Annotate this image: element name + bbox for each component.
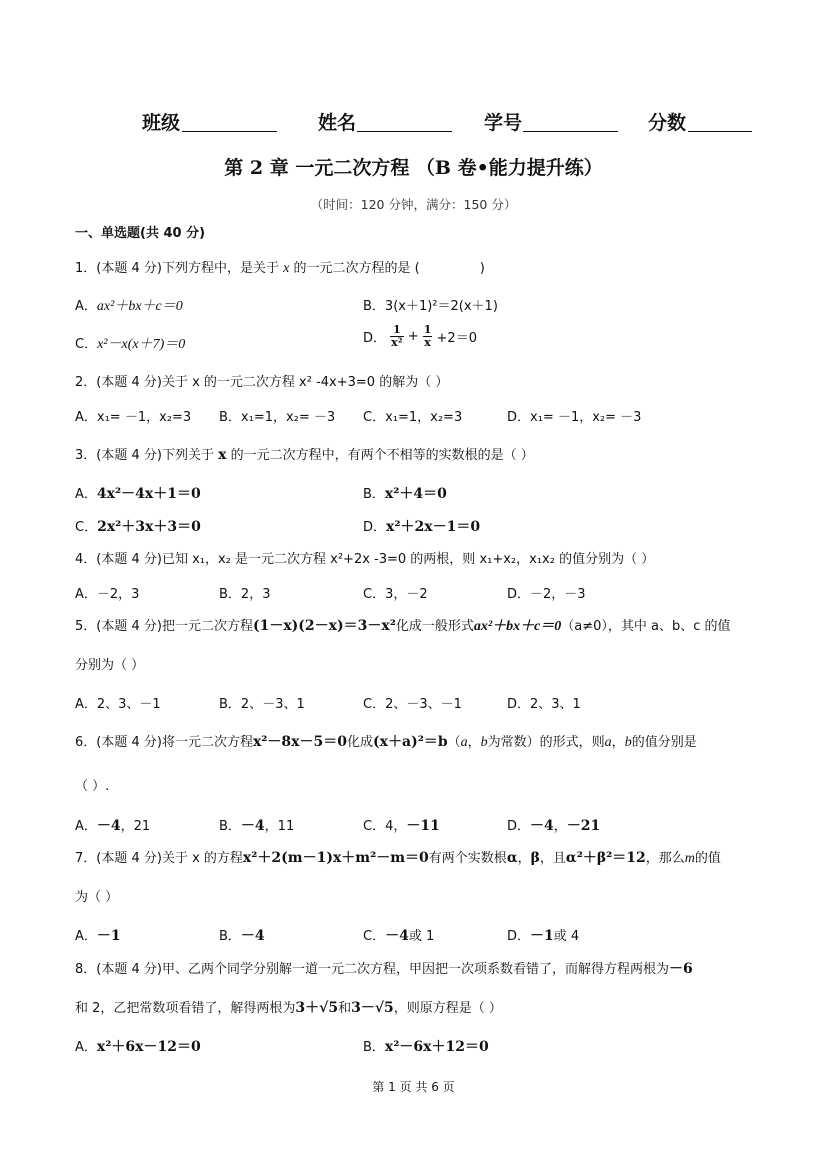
q6-var-b: b [480,735,488,750]
q3-d-label: D． [363,520,387,535]
q7-stem-text-d: ，那么 [645,851,685,866]
q6-var-a-2: a [604,735,612,750]
q7-d-tail: 或 4 [553,929,580,944]
q4-option-c[interactable]: C．3，－2 [363,587,428,602]
q3-a-label: A． [75,487,97,502]
section-heading: 一、单选题(共 40 分) [75,226,206,241]
question-5-stem [75,615,731,635]
q6-eq1: x²－8x－5＝0 [252,734,348,750]
q5-stem-text: 5．(本题 4 分)把一元二次方程 [75,619,253,634]
q5-eq2: ax²＋bx＋c＝0 [473,619,562,634]
q7-b-v: －4 [240,928,265,944]
page-title: 第 2 章 一元二次方程 （B 卷•能力提升练） [224,157,603,179]
q1-answer-paren-open: ( [414,261,420,276]
q6-a-v2: ，21 [120,819,151,834]
q3-stem-text-b: 的一元二次方程中，有两个不相等的实数根的是（ ） [230,448,534,463]
q6-stem-text-b: 化成 [347,735,374,750]
q1-option-d[interactable] [363,324,477,349]
q7-stem-text-b: 有两个实数根 [428,851,507,866]
q6-a-label: A． [75,819,97,834]
q8-root1: 3＋√5 [295,1000,339,1016]
q6-a-v1: －4 [96,818,121,834]
question-8-stem [75,958,693,978]
question-6-stem [75,731,697,751]
q8-a-label: A． [75,1040,97,1055]
q8-stem-text: 8．(本题 4 分)甲、乙两个同学分别解一道一元二次方程，甲因把一次项系数看错了，而解得方程两根为 [75,962,669,977]
q7-stem-text-e: 的值 [694,851,721,866]
q1-c-text: x²－x(x＋7)＝0 [97,337,186,352]
q8-b-label: B． [363,1040,385,1055]
q3-b-label: B． [363,487,385,502]
question-4-stem: 4．(本题 4 分)已知 x₁，x₂ 是一元二次方程 x²+2x -3=0 的两根，则 x₁+x₂，x₁x₂ 的值分别为（ ） [75,552,655,567]
question-2-stem: 2．(本题 4 分)关于 x 的一元二次方程 x² -4x+3=0 的解为（ ） [75,375,449,390]
q3-d-eq: x²＋2x－1＝0 [386,519,481,535]
q6-option-b[interactable] [219,815,294,835]
q8-option-a[interactable] [75,1036,201,1056]
q6-d-v1: －4 [530,818,554,834]
q6-b-v1: －4 [240,818,265,834]
q8-root2: 3－√5 [351,1000,394,1016]
page-footer: 第 1 页 共 6 页 [372,1080,455,1094]
q7-beta: β [530,850,540,866]
q8-line2-c: ，则原方程是（ ） [393,1001,502,1016]
q4-option-a[interactable]: A．－2，3 [75,587,140,602]
name-blank[interactable] [357,131,452,132]
q1-d-num1: 1 [390,324,403,337]
q2-option-c[interactable]: C．x₁=1，x₂=3 [363,410,463,425]
question-3-stem [75,444,534,463]
q1-d-plus: + [407,329,419,344]
q3-stem-text: 3．(本题 4 分)下列关于 [75,448,214,463]
question-7-stem [75,847,721,867]
q7-option-d[interactable] [507,925,579,945]
q7-alpha: α [506,850,518,866]
q1-d-fraction-1 [390,324,403,349]
q1-d-den1: x² [391,336,403,349]
question-1-stem [75,257,485,277]
q6-option-c[interactable] [363,815,440,835]
q3-var: x [218,447,227,463]
q1-d-label: D． [363,331,387,346]
q1-d-den2: x [424,336,431,349]
q6-stem-text-d: 为常数）的形式，则 [487,735,605,750]
q6-b-v2: ，11 [264,819,295,834]
q4-option-b[interactable]: B．2，3 [219,587,271,602]
q6-stem-text-c: （ [447,735,461,750]
q1-b-text: 3(x＋1)²＝2(x＋1) [384,299,498,314]
q6-var-b-2: b [624,735,632,750]
q1-option-b[interactable] [363,295,498,314]
q1-stem-text: 1．(本题 4 分)下列方程中，是关于 [75,261,279,276]
q7-c-v: －4 [385,928,409,944]
q7-b-label: B． [219,929,241,944]
q5-stem-text-c: （a≠0），其中 a、b、c 的值 [561,619,731,634]
q3-c-label: C． [75,520,98,535]
q7-c-label: C． [363,929,386,944]
q8-line2-a: 和 2，乙把常数项看错了，解得两根为 [75,1001,296,1016]
q6-option-d[interactable] [507,815,600,835]
q6-stem-text: 6．(本题 4 分)将一元二次方程 [75,735,253,750]
q7-option-a[interactable] [75,925,121,945]
q5-option-a[interactable]: A．2、3、－1 [75,697,161,712]
q6-comma: ， [467,735,481,750]
q8-a-eq: x²＋6x－12＝0 [96,1039,201,1055]
q5-stem-text-b: 化成一般形式 [395,619,474,634]
q6-d-sep: ， [553,819,567,834]
q7-stem-text: 7．(本题 4 分)关于 x 的方程 [75,851,243,866]
q3-option-d[interactable] [363,516,480,536]
q7-eq: x²＋2(m－1)x＋m²－m＝0 [242,850,429,866]
q1-option-a[interactable] [75,295,183,315]
q1-option-c[interactable] [75,333,185,353]
q6-eq2: (x＋a)²＝b [373,734,448,750]
q1-answer-paren-close: ) [479,261,485,276]
q1-a-text: ax²＋bx＋c＝0 [96,299,183,314]
q1-d-tail: +2＝0 [436,331,477,346]
q6-stem-text-e: 的值分别是 [631,735,697,750]
q7-d-v: －1 [530,928,554,944]
name-label: 姓名 [318,112,357,134]
student-id-blank[interactable] [523,131,618,132]
q1-b-label: B． [363,299,385,314]
q8-option-b[interactable] [363,1036,489,1056]
q7-stem-line2: 为（ ） [75,890,119,905]
q8-v1: －6 [668,961,693,977]
q6-option-a[interactable] [75,815,150,835]
q6-stem-line2: （ ）. [75,779,110,794]
class-label: 班级 [142,112,181,134]
q7-option-b[interactable] [219,925,265,945]
q1-var: x [283,261,290,276]
q6-c-v: －11 [406,818,440,834]
q3-a-eq: 4x²－4x＋1＝0 [96,486,201,502]
q7-stem-text-c: ，且 [539,851,566,866]
q3-b-eq: x²＋4＝0 [384,486,447,502]
q5-eq1: (1－x)(2－x)＝3－x² [252,618,396,634]
q5-option-c[interactable]: C．2、－3、－1 [363,697,462,712]
q1-d-num2: 1 [423,323,432,336]
q7-sep: ， [517,851,531,866]
q7-a-label: A． [75,929,97,944]
q3-option-c[interactable] [75,516,201,536]
q3-c-eq: 2x²＋3x＋3＝0 [97,519,201,535]
q6-c-label: C．4， [363,819,407,834]
q2-option-b[interactable]: B．x₁=1，x₂= －3 [219,410,336,425]
q7-c-tail: 或 1 [408,929,435,944]
q5-option-b[interactable]: B．2、－3、1 [219,697,305,712]
q5-option-d[interactable]: D．2、3、1 [507,697,581,712]
q1-a-label: A． [75,299,97,314]
q6-comma-2: ， [611,735,625,750]
q3-option-b[interactable] [363,483,447,503]
q8-stem-line2 [75,997,502,1017]
class-blank[interactable] [182,131,277,132]
q7-a-v: －1 [96,928,121,944]
q4-option-d[interactable]: D．－2，－3 [507,587,586,602]
q7-d-label: D． [507,929,531,944]
q1-stem-text-b: 的一元二次方程的是 [293,261,411,276]
q2-option-a[interactable]: A．x₁= －1，x₂=3 [75,410,192,425]
exam-time-info: （时间：120 分钟，满分：150 分） [310,197,517,212]
score-blank[interactable] [688,131,752,132]
q5-stem-line2: 分别为（ ） [75,658,145,673]
q7-var-m: m [684,851,695,866]
q8-line2-b: 和 [338,1001,352,1016]
q2-option-d[interactable]: D．x₁= －1，x₂= －3 [507,410,642,425]
q1-c-label: C． [75,337,98,352]
q7-eq2: α²＋β²＝12 [565,850,646,866]
q6-b-label: B． [219,819,241,834]
score-label: 分数 [648,112,687,134]
q6-var-a: a [460,735,468,750]
q6-d-label: D． [507,819,531,834]
student-id-label: 学号 [484,112,523,134]
q7-option-c[interactable] [363,925,434,945]
q6-d-v2: －21 [566,818,601,834]
q1-d-fraction-2 [423,324,433,349]
q3-option-a[interactable] [75,483,201,503]
q8-b-eq: x²－6x＋12＝0 [384,1039,489,1055]
